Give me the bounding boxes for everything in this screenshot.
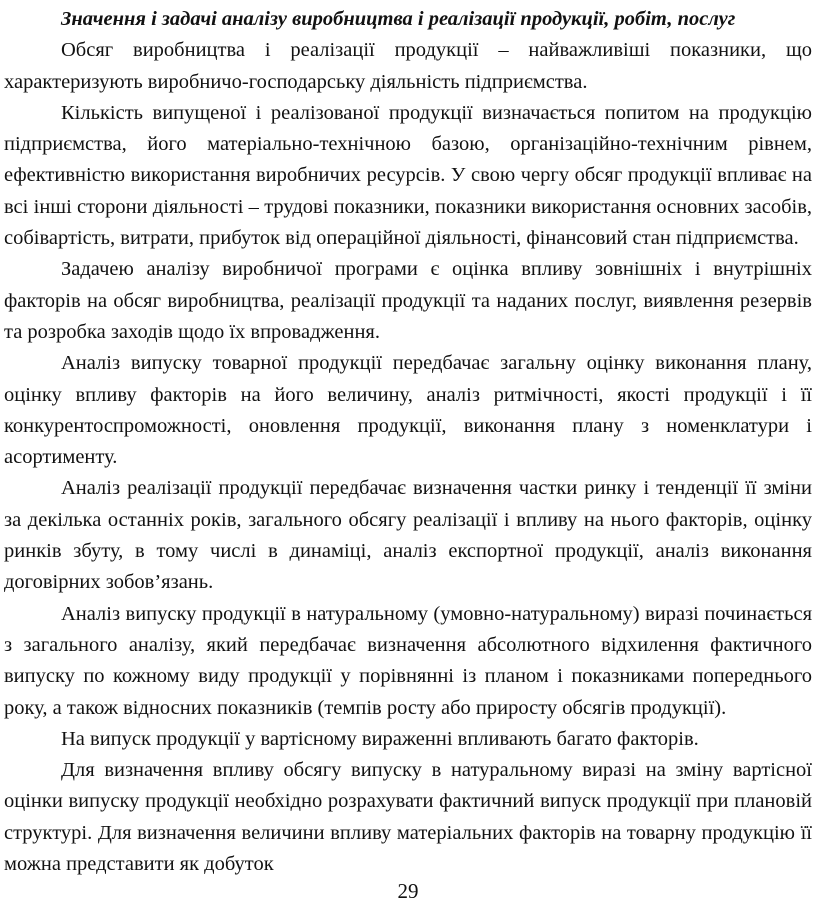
- section-heading: Значення і задачі аналізу виробництва і реалізації продукції, робіт, послуг: [61, 8, 736, 30]
- paragraph: Обсяг виробництва і реалізації продукції – найважливіші показники, що характеризують виробничо-господарську діяльність підприємства.: [4, 39, 812, 93]
- paragraph: На випуск продукції у вартісному вираженні впливають багато факторів.: [61, 727, 699, 750]
- paragraph: Для визначення впливу обсягу випуску в натуральному виразі на зміну вартісної оцінки випуску продукції необхідно розрахувати фактичний випуск продукції при плановій структурі. Для визначення величини впливу матеріальних факторів на товарну продукцію її можна представити як добуток: [4, 759, 812, 876]
- page-number: 29: [397, 879, 419, 903]
- paragraph: Аналіз випуску товарної продукції передбачає загальну оцінку виконання плану, оцінку впливу факторів на його величину, аналіз ритмічності, якості продукції і її конкурентоспроможності, оновлення продукції, виконання плану з номенклатури і асортименту.: [4, 352, 812, 469]
- document-body: [4, 4, 812, 880]
- paragraph: Кількість випущеної і реалізованої продукції визначається попитом на продукцію підприємства, його матеріально-технічною базою, організаційно-технічним рівнем, ефективністю використання виробничих ресурсів. У свою чергу обсяг продукції впливає на всі інші сторони діяльності – трудові показники, показники використання основних засобів, собівартість, витрати, прибуток від операційної діяльності, фінансовий стан підприємства.: [4, 101, 812, 250]
- paragraph: Задачею аналізу виробничої програми є оцінка впливу зовнішніх і внутрішніх факторів на обсяг виробництва, реалізації продукції та наданих послуг, виявлення резервів та розробка заходів щодо їх впровадження.: [4, 258, 812, 343]
- paragraph: Аналіз випуску продукції в натуральному (умовно-натуральному) виразі починається з загального аналізу, який передбачає визначення абсолютного відхилення фактичного випуску по кожному виду продукції у порівнянні із планом і показниками попереднього року, а також відносних показників (темпів росту або приросту обсягів продукції).: [4, 602, 812, 719]
- paragraph: Аналіз реалізації продукції передбачає визначення частки ринку і тенденції її зміни за декілька останніх років, загального обсягу реалізації і впливу на нього факторів, оцінку ринків збуту, в тому числі в динаміці, аналіз експортної продукції, аналіз виконання договірних зобов’язань.: [4, 477, 812, 594]
